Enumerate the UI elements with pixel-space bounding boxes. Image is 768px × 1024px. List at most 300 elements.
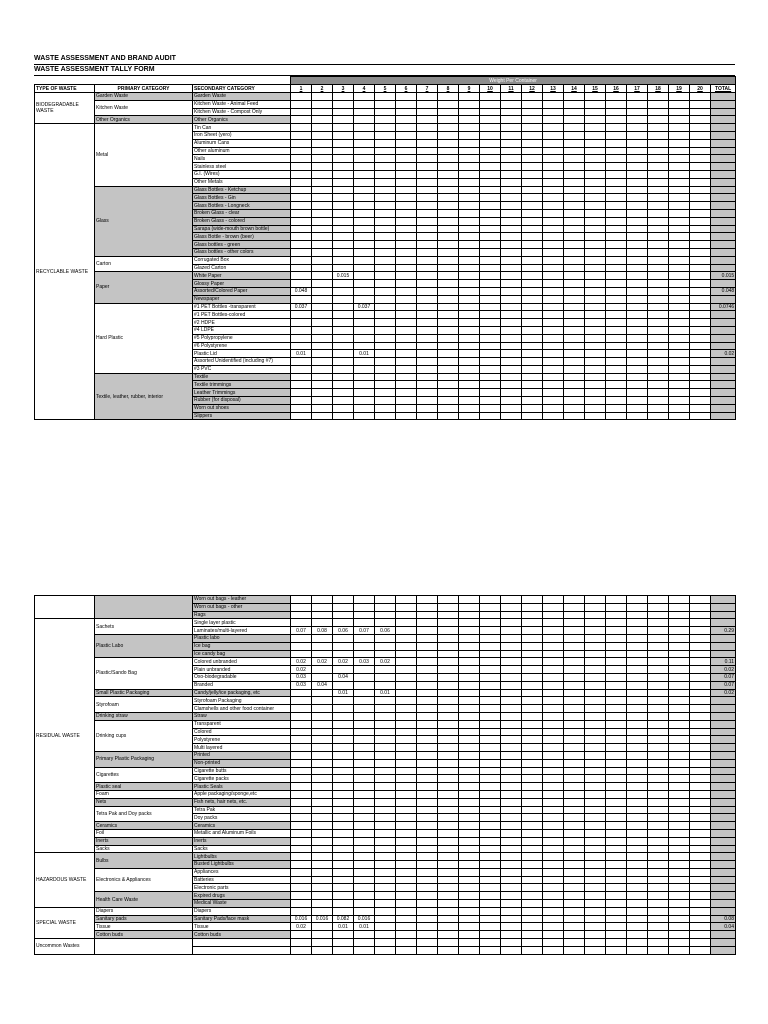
weight-cell[interactable]: [522, 767, 543, 775]
weight-cell[interactable]: [501, 350, 522, 358]
weight-cell[interactable]: [543, 225, 564, 233]
weight-cell[interactable]: [543, 923, 564, 931]
weight-cell[interactable]: [648, 397, 669, 405]
weight-cell[interactable]: [396, 658, 417, 666]
weight-cell[interactable]: [606, 163, 627, 171]
weight-cell[interactable]: [585, 381, 606, 389]
weight-cell[interactable]: [627, 798, 648, 806]
weight-cell[interactable]: [627, 923, 648, 931]
weight-cell[interactable]: [417, 280, 438, 288]
weight-cell[interactable]: [669, 170, 690, 178]
weight-cell[interactable]: [648, 759, 669, 767]
weight-cell[interactable]: [333, 163, 354, 171]
weight-cell[interactable]: [669, 783, 690, 791]
weight-cell[interactable]: [606, 790, 627, 798]
weight-cell[interactable]: [648, 381, 669, 389]
weight-cell[interactable]: [690, 397, 711, 405]
weight-cell[interactable]: [627, 666, 648, 674]
weight-cell[interactable]: [564, 334, 585, 342]
weight-cell[interactable]: [669, 373, 690, 381]
weight-cell[interactable]: [438, 373, 459, 381]
weight-cell[interactable]: [606, 311, 627, 319]
weight-cell[interactable]: [606, 619, 627, 627]
weight-cell[interactable]: [459, 822, 480, 830]
weight-cell[interactable]: [375, 209, 396, 217]
weight-cell[interactable]: [501, 303, 522, 311]
weight-cell[interactable]: [312, 241, 333, 249]
weight-cell[interactable]: [501, 634, 522, 642]
weight-cell[interactable]: [690, 280, 711, 288]
weight-cell[interactable]: [522, 790, 543, 798]
weight-cell[interactable]: [417, 178, 438, 186]
weight-cell[interactable]: 0.03: [354, 658, 375, 666]
weight-cell[interactable]: [417, 194, 438, 202]
weight-cell[interactable]: [312, 775, 333, 783]
weight-cell[interactable]: [501, 397, 522, 405]
weight-cell[interactable]: [585, 634, 606, 642]
weight-cell[interactable]: [543, 650, 564, 658]
weight-cell[interactable]: [627, 139, 648, 147]
weight-cell[interactable]: [501, 124, 522, 132]
weight-cell[interactable]: 0.06: [375, 627, 396, 635]
weight-cell[interactable]: [690, 650, 711, 658]
weight-cell[interactable]: [417, 783, 438, 791]
weight-cell[interactable]: [648, 744, 669, 752]
weight-cell[interactable]: [438, 712, 459, 720]
weight-cell[interactable]: [606, 634, 627, 642]
weight-cell[interactable]: [669, 303, 690, 311]
weight-cell[interactable]: 0.016: [312, 915, 333, 923]
weight-cell[interactable]: [354, 876, 375, 884]
weight-cell[interactable]: [522, 915, 543, 923]
weight-cell[interactable]: [480, 116, 501, 124]
weight-cell[interactable]: [459, 658, 480, 666]
weight-cell[interactable]: [522, 689, 543, 697]
weight-cell[interactable]: 0.02: [291, 666, 312, 674]
weight-cell[interactable]: [648, 596, 669, 604]
weight-cell[interactable]: [312, 108, 333, 116]
weight-cell[interactable]: [585, 163, 606, 171]
weight-cell[interactable]: [543, 939, 564, 947]
weight-cell[interactable]: [354, 241, 375, 249]
weight-cell[interactable]: [501, 611, 522, 619]
weight-cell[interactable]: [690, 728, 711, 736]
weight-cell[interactable]: [291, 155, 312, 163]
weight-cell[interactable]: [291, 767, 312, 775]
weight-cell[interactable]: [585, 892, 606, 900]
weight-cell[interactable]: [501, 689, 522, 697]
weight-cell[interactable]: [585, 319, 606, 327]
weight-cell[interactable]: [438, 124, 459, 132]
weight-cell[interactable]: [564, 373, 585, 381]
weight-cell[interactable]: [375, 131, 396, 139]
weight-cell[interactable]: [417, 861, 438, 869]
weight-cell[interactable]: [690, 303, 711, 311]
weight-cell[interactable]: [396, 681, 417, 689]
weight-cell[interactable]: [354, 705, 375, 713]
weight-cell[interactable]: [501, 712, 522, 720]
weight-cell[interactable]: [459, 178, 480, 186]
weight-cell[interactable]: [396, 650, 417, 658]
weight-cell[interactable]: [501, 884, 522, 892]
weight-cell[interactable]: [669, 248, 690, 256]
weight-cell[interactable]: [459, 876, 480, 884]
weight-cell[interactable]: [522, 946, 543, 954]
weight-cell[interactable]: [459, 373, 480, 381]
weight-cell[interactable]: [543, 775, 564, 783]
weight-cell[interactable]: 0.02: [291, 923, 312, 931]
weight-cell[interactable]: [417, 389, 438, 397]
weight-cell[interactable]: [333, 108, 354, 116]
weight-cell[interactable]: [690, 751, 711, 759]
weight-cell[interactable]: [375, 603, 396, 611]
weight-cell[interactable]: [669, 720, 690, 728]
weight-cell[interactable]: [669, 837, 690, 845]
weight-cell[interactable]: [417, 163, 438, 171]
weight-cell[interactable]: [564, 837, 585, 845]
weight-cell[interactable]: [543, 202, 564, 210]
weight-cell[interactable]: [417, 233, 438, 241]
weight-cell[interactable]: [564, 705, 585, 713]
weight-cell[interactable]: [354, 412, 375, 420]
weight-cell[interactable]: [396, 720, 417, 728]
weight-cell[interactable]: [564, 642, 585, 650]
weight-cell[interactable]: [417, 705, 438, 713]
weight-cell[interactable]: [291, 202, 312, 210]
weight-cell[interactable]: [354, 790, 375, 798]
weight-cell[interactable]: [606, 845, 627, 853]
weight-cell[interactable]: [333, 697, 354, 705]
weight-cell[interactable]: [564, 217, 585, 225]
weight-cell[interactable]: [396, 116, 417, 124]
weight-cell[interactable]: [312, 720, 333, 728]
weight-cell[interactable]: [480, 845, 501, 853]
weight-cell[interactable]: [417, 248, 438, 256]
weight-cell[interactable]: [438, 806, 459, 814]
weight-cell[interactable]: [417, 319, 438, 327]
weight-cell[interactable]: [501, 619, 522, 627]
weight-cell[interactable]: [522, 697, 543, 705]
weight-cell[interactable]: [333, 381, 354, 389]
weight-cell[interactable]: [354, 124, 375, 132]
weight-cell[interactable]: [459, 303, 480, 311]
weight-cell[interactable]: [438, 381, 459, 389]
weight-cell[interactable]: [417, 147, 438, 155]
weight-cell[interactable]: [459, 806, 480, 814]
weight-cell[interactable]: [627, 650, 648, 658]
weight-cell[interactable]: [396, 736, 417, 744]
weight-cell[interactable]: [564, 280, 585, 288]
weight-cell[interactable]: [396, 241, 417, 249]
weight-cell[interactable]: [480, 217, 501, 225]
weight-cell[interactable]: [312, 751, 333, 759]
weight-cell[interactable]: [312, 287, 333, 295]
weight-cell[interactable]: [585, 225, 606, 233]
weight-cell[interactable]: [396, 853, 417, 861]
weight-cell[interactable]: [396, 603, 417, 611]
weight-cell[interactable]: [480, 728, 501, 736]
weight-cell[interactable]: [669, 666, 690, 674]
weight-cell[interactable]: [438, 845, 459, 853]
weight-cell[interactable]: [459, 412, 480, 420]
weight-cell[interactable]: [648, 868, 669, 876]
weight-cell[interactable]: [417, 751, 438, 759]
weight-cell[interactable]: [648, 666, 669, 674]
weight-cell[interactable]: 0.07: [354, 627, 375, 635]
weight-cell[interactable]: [648, 334, 669, 342]
weight-cell[interactable]: [606, 814, 627, 822]
weight-cell[interactable]: [459, 728, 480, 736]
weight-cell[interactable]: [312, 853, 333, 861]
weight-cell[interactable]: [669, 155, 690, 163]
weight-cell[interactable]: [585, 798, 606, 806]
weight-cell[interactable]: [291, 194, 312, 202]
weight-cell[interactable]: [585, 280, 606, 288]
weight-cell[interactable]: [501, 705, 522, 713]
weight-cell[interactable]: [291, 611, 312, 619]
weight-cell[interactable]: [480, 900, 501, 908]
weight-cell[interactable]: [291, 712, 312, 720]
weight-cell[interactable]: [312, 397, 333, 405]
weight-cell[interactable]: [312, 131, 333, 139]
weight-cell[interactable]: [459, 264, 480, 272]
weight-cell[interactable]: [417, 900, 438, 908]
weight-cell[interactable]: [522, 163, 543, 171]
weight-cell[interactable]: [480, 775, 501, 783]
weight-cell[interactable]: [312, 712, 333, 720]
weight-cell[interactable]: [690, 923, 711, 931]
weight-cell[interactable]: [606, 373, 627, 381]
weight-cell[interactable]: [606, 194, 627, 202]
weight-cell[interactable]: [459, 389, 480, 397]
weight-cell[interactable]: [312, 170, 333, 178]
weight-cell[interactable]: [606, 861, 627, 869]
weight-cell[interactable]: [501, 751, 522, 759]
weight-cell[interactable]: [354, 634, 375, 642]
weight-cell[interactable]: [564, 868, 585, 876]
weight-cell[interactable]: [438, 611, 459, 619]
weight-cell[interactable]: [459, 775, 480, 783]
weight-cell[interactable]: [375, 931, 396, 939]
weight-cell[interactable]: [522, 611, 543, 619]
weight-cell[interactable]: [669, 381, 690, 389]
weight-cell[interactable]: [312, 381, 333, 389]
weight-cell[interactable]: [522, 178, 543, 186]
weight-cell[interactable]: [417, 736, 438, 744]
weight-cell[interactable]: [564, 350, 585, 358]
weight-cell[interactable]: [669, 116, 690, 124]
weight-cell[interactable]: [690, 861, 711, 869]
weight-cell[interactable]: [333, 225, 354, 233]
weight-cell[interactable]: [417, 217, 438, 225]
weight-cell[interactable]: [543, 798, 564, 806]
weight-cell[interactable]: [333, 256, 354, 264]
weight-cell[interactable]: [396, 209, 417, 217]
weight-cell[interactable]: [375, 217, 396, 225]
weight-cell[interactable]: [606, 342, 627, 350]
weight-cell[interactable]: [438, 728, 459, 736]
weight-cell[interactable]: [648, 373, 669, 381]
weight-cell[interactable]: [312, 389, 333, 397]
weight-cell[interactable]: [396, 946, 417, 954]
weight-cell[interactable]: [585, 790, 606, 798]
weight-cell[interactable]: [522, 108, 543, 116]
weight-cell[interactable]: [459, 100, 480, 108]
weight-cell[interactable]: [627, 751, 648, 759]
weight-cell[interactable]: [564, 666, 585, 674]
weight-cell[interactable]: [396, 178, 417, 186]
weight-cell[interactable]: [669, 744, 690, 752]
weight-cell[interactable]: [480, 256, 501, 264]
weight-cell[interactable]: [690, 373, 711, 381]
weight-cell[interactable]: [648, 350, 669, 358]
weight-cell[interactable]: [585, 884, 606, 892]
weight-cell[interactable]: [501, 209, 522, 217]
weight-cell[interactable]: [627, 689, 648, 697]
weight-cell[interactable]: [501, 642, 522, 650]
weight-cell[interactable]: 0.02: [333, 658, 354, 666]
weight-cell[interactable]: [438, 342, 459, 350]
weight-cell[interactable]: [480, 381, 501, 389]
weight-cell[interactable]: [375, 790, 396, 798]
weight-cell[interactable]: [627, 241, 648, 249]
weight-cell[interactable]: [333, 319, 354, 327]
weight-cell[interactable]: [417, 892, 438, 900]
weight-cell[interactable]: [417, 155, 438, 163]
weight-cell[interactable]: [501, 845, 522, 853]
weight-cell[interactable]: [375, 326, 396, 334]
weight-cell[interactable]: [690, 108, 711, 116]
weight-cell[interactable]: [501, 264, 522, 272]
weight-cell[interactable]: [648, 209, 669, 217]
weight-cell[interactable]: [480, 915, 501, 923]
weight-cell[interactable]: [606, 642, 627, 650]
weight-cell[interactable]: [438, 596, 459, 604]
weight-cell[interactable]: [648, 217, 669, 225]
weight-cell[interactable]: [438, 225, 459, 233]
weight-cell[interactable]: [396, 358, 417, 366]
weight-cell[interactable]: [501, 783, 522, 791]
weight-cell[interactable]: [606, 798, 627, 806]
weight-cell[interactable]: [690, 256, 711, 264]
weight-cell[interactable]: [690, 194, 711, 202]
weight-cell[interactable]: [543, 829, 564, 837]
weight-cell[interactable]: [480, 767, 501, 775]
weight-cell[interactable]: [627, 681, 648, 689]
weight-cell[interactable]: [690, 264, 711, 272]
weight-cell[interactable]: [291, 892, 312, 900]
weight-cell[interactable]: [459, 248, 480, 256]
weight-cell[interactable]: [438, 861, 459, 869]
weight-cell[interactable]: [648, 861, 669, 869]
weight-cell[interactable]: [543, 744, 564, 752]
weight-cell[interactable]: [690, 139, 711, 147]
weight-cell[interactable]: [312, 759, 333, 767]
weight-cell[interactable]: [690, 658, 711, 666]
weight-cell[interactable]: [291, 116, 312, 124]
weight-cell[interactable]: [417, 931, 438, 939]
weight-cell[interactable]: [501, 790, 522, 798]
weight-cell[interactable]: [417, 611, 438, 619]
weight-cell[interactable]: [627, 829, 648, 837]
weight-cell[interactable]: [438, 170, 459, 178]
weight-cell[interactable]: [417, 381, 438, 389]
weight-cell[interactable]: [669, 673, 690, 681]
weight-cell[interactable]: [480, 759, 501, 767]
weight-cell[interactable]: [606, 124, 627, 132]
weight-cell[interactable]: [501, 194, 522, 202]
weight-cell[interactable]: [459, 931, 480, 939]
weight-cell[interactable]: [564, 634, 585, 642]
weight-cell[interactable]: [669, 311, 690, 319]
weight-cell[interactable]: [396, 381, 417, 389]
weight-cell[interactable]: [291, 295, 312, 303]
weight-cell[interactable]: [690, 759, 711, 767]
weight-cell[interactable]: [543, 248, 564, 256]
weight-cell[interactable]: [522, 365, 543, 373]
weight-cell[interactable]: [375, 650, 396, 658]
weight-cell[interactable]: [627, 837, 648, 845]
weight-cell[interactable]: [627, 202, 648, 210]
weight-cell[interactable]: [543, 404, 564, 412]
weight-cell[interactable]: [333, 194, 354, 202]
weight-cell[interactable]: [627, 108, 648, 116]
weight-cell[interactable]: [606, 946, 627, 954]
weight-cell[interactable]: [312, 342, 333, 350]
weight-cell[interactable]: [375, 303, 396, 311]
weight-cell[interactable]: [585, 666, 606, 674]
weight-cell[interactable]: [669, 186, 690, 194]
weight-cell[interactable]: [543, 131, 564, 139]
weight-cell[interactable]: [564, 697, 585, 705]
weight-cell[interactable]: [396, 248, 417, 256]
weight-cell[interactable]: [522, 124, 543, 132]
weight-cell[interactable]: [291, 845, 312, 853]
weight-cell[interactable]: [669, 596, 690, 604]
weight-cell[interactable]: [291, 163, 312, 171]
weight-cell[interactable]: [669, 264, 690, 272]
weight-cell[interactable]: [459, 751, 480, 759]
weight-cell[interactable]: [333, 373, 354, 381]
weight-cell[interactable]: [396, 705, 417, 713]
weight-cell[interactable]: [396, 287, 417, 295]
weight-cell[interactable]: [438, 666, 459, 674]
weight-cell[interactable]: [333, 311, 354, 319]
weight-cell[interactable]: [501, 256, 522, 264]
weight-cell[interactable]: [543, 186, 564, 194]
weight-cell[interactable]: [480, 720, 501, 728]
weight-cell[interactable]: [543, 326, 564, 334]
weight-cell[interactable]: [690, 712, 711, 720]
weight-cell[interactable]: [312, 100, 333, 108]
weight-cell[interactable]: [501, 163, 522, 171]
weight-cell[interactable]: [312, 923, 333, 931]
weight-cell[interactable]: [291, 233, 312, 241]
weight-cell[interactable]: [354, 611, 375, 619]
weight-cell[interactable]: [669, 939, 690, 947]
weight-cell[interactable]: [543, 876, 564, 884]
weight-cell[interactable]: [543, 311, 564, 319]
weight-cell[interactable]: [627, 311, 648, 319]
weight-cell[interactable]: [480, 783, 501, 791]
weight-cell[interactable]: [438, 194, 459, 202]
weight-cell[interactable]: [606, 822, 627, 830]
weight-cell[interactable]: [501, 381, 522, 389]
weight-cell[interactable]: [354, 931, 375, 939]
weight-cell[interactable]: [480, 697, 501, 705]
weight-cell[interactable]: [438, 397, 459, 405]
weight-cell[interactable]: [312, 744, 333, 752]
